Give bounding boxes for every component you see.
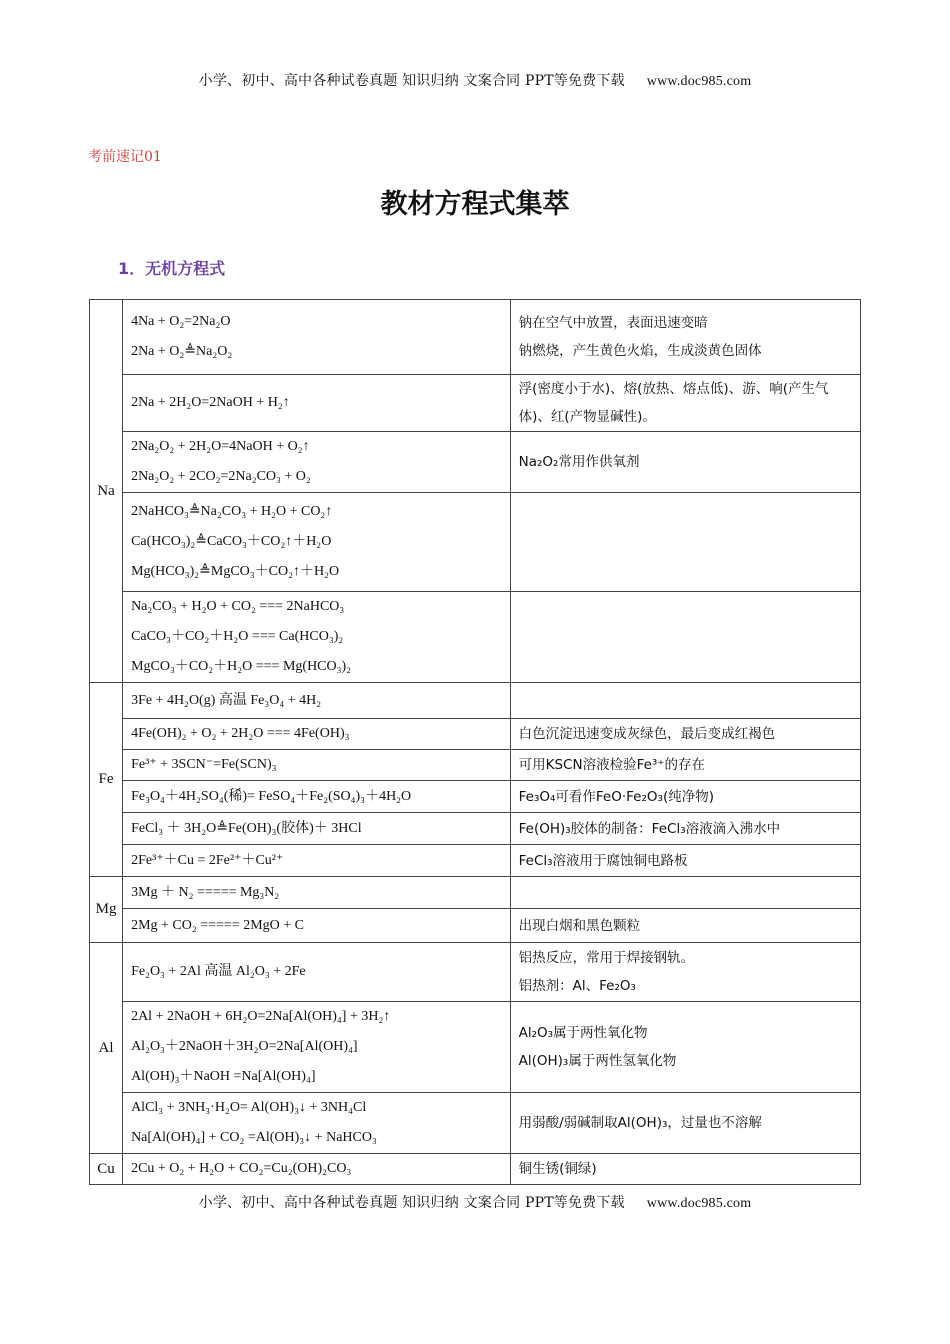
note-cell (510, 592, 860, 683)
section-tag: 考前速记01 (88, 149, 162, 165)
note-text: Fe₃O₄可看作FeO·Fe₂O₃(纯净物) (518, 788, 714, 805)
note-cell (510, 375, 860, 432)
equation-cell (123, 300, 511, 375)
page-footer (0, 1192, 950, 1212)
note-text: 钠在空气中放置，表面迅速变暗 (518, 315, 708, 331)
table-row (90, 1093, 861, 1154)
equation-cell (123, 877, 511, 909)
equation-cell (123, 432, 511, 493)
table-row (90, 909, 861, 943)
note-cell (510, 683, 860, 719)
table-row (90, 683, 861, 719)
note-text: 用弱酸/弱碱制取Al(OH)₃，过量也不溶解 (518, 1115, 762, 1131)
footer-text: 小学、初中、高中各种试卷真题 知识归纳 文案合同 PPT等免费下载 (198, 1195, 625, 1211)
table-row (90, 781, 861, 813)
note-text: 出现白烟和黑色颗粒 (518, 917, 641, 934)
note-text: 可用KSCN溶液检验Fe³⁺的存在 (518, 757, 705, 773)
note-text: Na₂O₂常用作供氧剂 (518, 454, 640, 470)
equation-cell (123, 493, 511, 592)
note-text: Al(OH)₃属于两性氢氧化物 (518, 1053, 677, 1069)
equation: Na₂CO₃ + H₂O + CO₂ === 2NaHCO₃ (131, 599, 345, 614)
note-text: 浮(密度小于水)、熔(放热、熔点低)、游、响(产生气体)、红(产物显碱性)。 (518, 381, 829, 425)
note-cell (510, 845, 860, 877)
element-cell: Na (90, 300, 123, 683)
equation: 2Mg + CO₂ ===== 2MgO + C (131, 917, 305, 933)
note-text: 钠燃烧，产生黄色火焰，生成淡黄色固体 (518, 343, 762, 359)
equation-cell (123, 845, 511, 877)
page-header (0, 70, 950, 90)
note-cell (510, 781, 860, 813)
equation: Al(OH)₃＋NaOH =Na[Al(OH)₄] (131, 1069, 316, 1084)
equation: Ca(HCO₃)₂≜CaCO₃＋CO₂↑＋H₂O (131, 534, 332, 549)
table-row (90, 845, 861, 877)
equation: 3Fe + 4H₂O(g) 高温 Fe₃O₄ + 4H₂ (131, 692, 322, 708)
element-cell: Al (90, 943, 123, 1154)
table-row (90, 877, 861, 909)
equation: 2Na₂O₂ + 2H₂O=4NaOH + O₂↑ (131, 439, 310, 454)
page-title: 教材方程式集萃 (380, 189, 570, 220)
equation: 4Fe(OH)₂ + O₂ + 2H₂O === 4Fe(OH)₃ (131, 726, 350, 741)
note-cell (510, 493, 860, 592)
equation-cell (123, 683, 511, 719)
note-cell (510, 432, 860, 493)
equation-table (89, 299, 861, 1185)
table-row (90, 592, 861, 683)
note-cell (510, 909, 860, 943)
header-url[interactable]: www.doc985.com (646, 74, 752, 89)
equation: 2Al + 2NaOH + 6H₂O=2Na[Al(OH)₄] + 3H₂↑ (131, 1009, 391, 1024)
equation-cell (123, 1093, 511, 1154)
equation: 4Na + O₂=2Na₂O (131, 314, 231, 329)
note-text: 白色沉淀迅速变成灰绿色，最后变成红褐色 (518, 726, 776, 742)
equation-cell (123, 750, 511, 781)
equation: 2Fe³⁺＋Cu = 2Fe²⁺＋Cu²⁺ (131, 852, 284, 868)
element-cell: Cu (90, 1154, 123, 1185)
note-text: Fe(OH)₃胶体的制备：FeCl₃溶液滴入沸水中 (518, 820, 781, 837)
table-row (90, 432, 861, 493)
note-cell (510, 943, 860, 1002)
table-row (90, 375, 861, 432)
element-cell: Mg (90, 877, 123, 943)
table-row (90, 943, 861, 1002)
equation: Fe₃O₄＋4H₂SO₄(稀)= FeSO₄＋Fe₂(SO₄)₃＋4H₂O (131, 788, 412, 804)
note-cell (510, 813, 860, 845)
equation: 2Cu + O₂ + H₂O + CO₂=Cu₂(OH)₂CO₃ (131, 1161, 352, 1176)
note-cell (510, 750, 860, 781)
equation: 2Na₂O₂ + 2CO₂=2Na₂CO₃ + O₂ (131, 469, 311, 484)
note-text: FeCl₃溶液用于腐蚀铜电路板 (518, 852, 688, 869)
element-cell: Fe (90, 683, 123, 877)
equation-cell (123, 813, 511, 845)
table-row (90, 750, 861, 781)
note-text: Al₂O₃属于两性氧化物 (518, 1025, 648, 1041)
footer-url[interactable]: www.doc985.com (646, 1196, 752, 1211)
note-cell (510, 719, 860, 750)
equation-cell (123, 943, 511, 1002)
equation: CaCO₃＋CO₂＋H₂O === Ca(HCO₃)₂ (131, 629, 344, 644)
equation-cell (123, 375, 511, 432)
equation-cell (123, 592, 511, 683)
equation: 2NaHCO₃≜Na₂CO₃ + H₂O + CO₂↑ (131, 504, 333, 519)
equation-cell (123, 909, 511, 943)
note-cell (510, 300, 860, 375)
note-text: 铝热反应，常用于焊接钢轨。 (518, 950, 695, 966)
note-cell (510, 1154, 860, 1185)
note-cell (510, 1002, 860, 1093)
equation: Mg(HCO₃)₂≜MgCO₃＋CO₂↑＋H₂O (131, 564, 340, 579)
table-row (90, 719, 861, 750)
table-row (90, 1154, 861, 1185)
table-row (90, 813, 861, 845)
equation-cell (123, 719, 511, 750)
equation: Fe₂O₃ + 2Al 高温 Al₂O₃ + 2Fe (131, 964, 306, 979)
header-text: 小学、初中、高中各种试卷真题 知识归纳 文案合同 PPT等免费下载 (198, 73, 625, 89)
equation-cell (123, 1002, 511, 1093)
equation-cell (123, 1154, 511, 1185)
equation-cell (123, 781, 511, 813)
note-cell (510, 877, 860, 909)
equation: Fe³⁺ + 3SCN⁻=Fe(SCN)₃ (131, 757, 277, 772)
note-text: 铜生锈(铜绿) (518, 1161, 597, 1177)
equation: Al₂O₃＋2NaOH＋3H₂O=2Na[Al(OH)₄] (131, 1039, 358, 1054)
equation: FeCl₃ ＋ 3H₂O≜Fe(OH)₃(胶体)＋ 3HCl (131, 820, 362, 836)
equation: 2Na + O₂≜Na₂O₂ (131, 344, 233, 359)
table-row (90, 1002, 861, 1093)
equation: AlCl₃ + 3NH₃·H₂O= Al(OH)₃↓ + 3NH₄Cl (131, 1100, 367, 1115)
equation: MgCO₃＋CO₂＋H₂O === Mg(HCO₃)₂ (131, 659, 352, 674)
section-heading: 1．无机方程式 (118, 259, 226, 278)
equation: 3Mg ＋ N₂ ===== Mg₃N₂ (131, 884, 280, 900)
table-row (90, 300, 861, 375)
equation: 2Na + 2H₂O=2NaOH + H₂↑ (131, 395, 290, 410)
equation: Na[Al(OH)₄] + CO₂ =Al(OH)₃↓ + NaHCO₃ (131, 1130, 377, 1145)
table-row (90, 493, 861, 592)
note-cell (510, 1093, 860, 1154)
note-text: 铝热剂：Al、Fe₂O₃ (518, 978, 636, 994)
